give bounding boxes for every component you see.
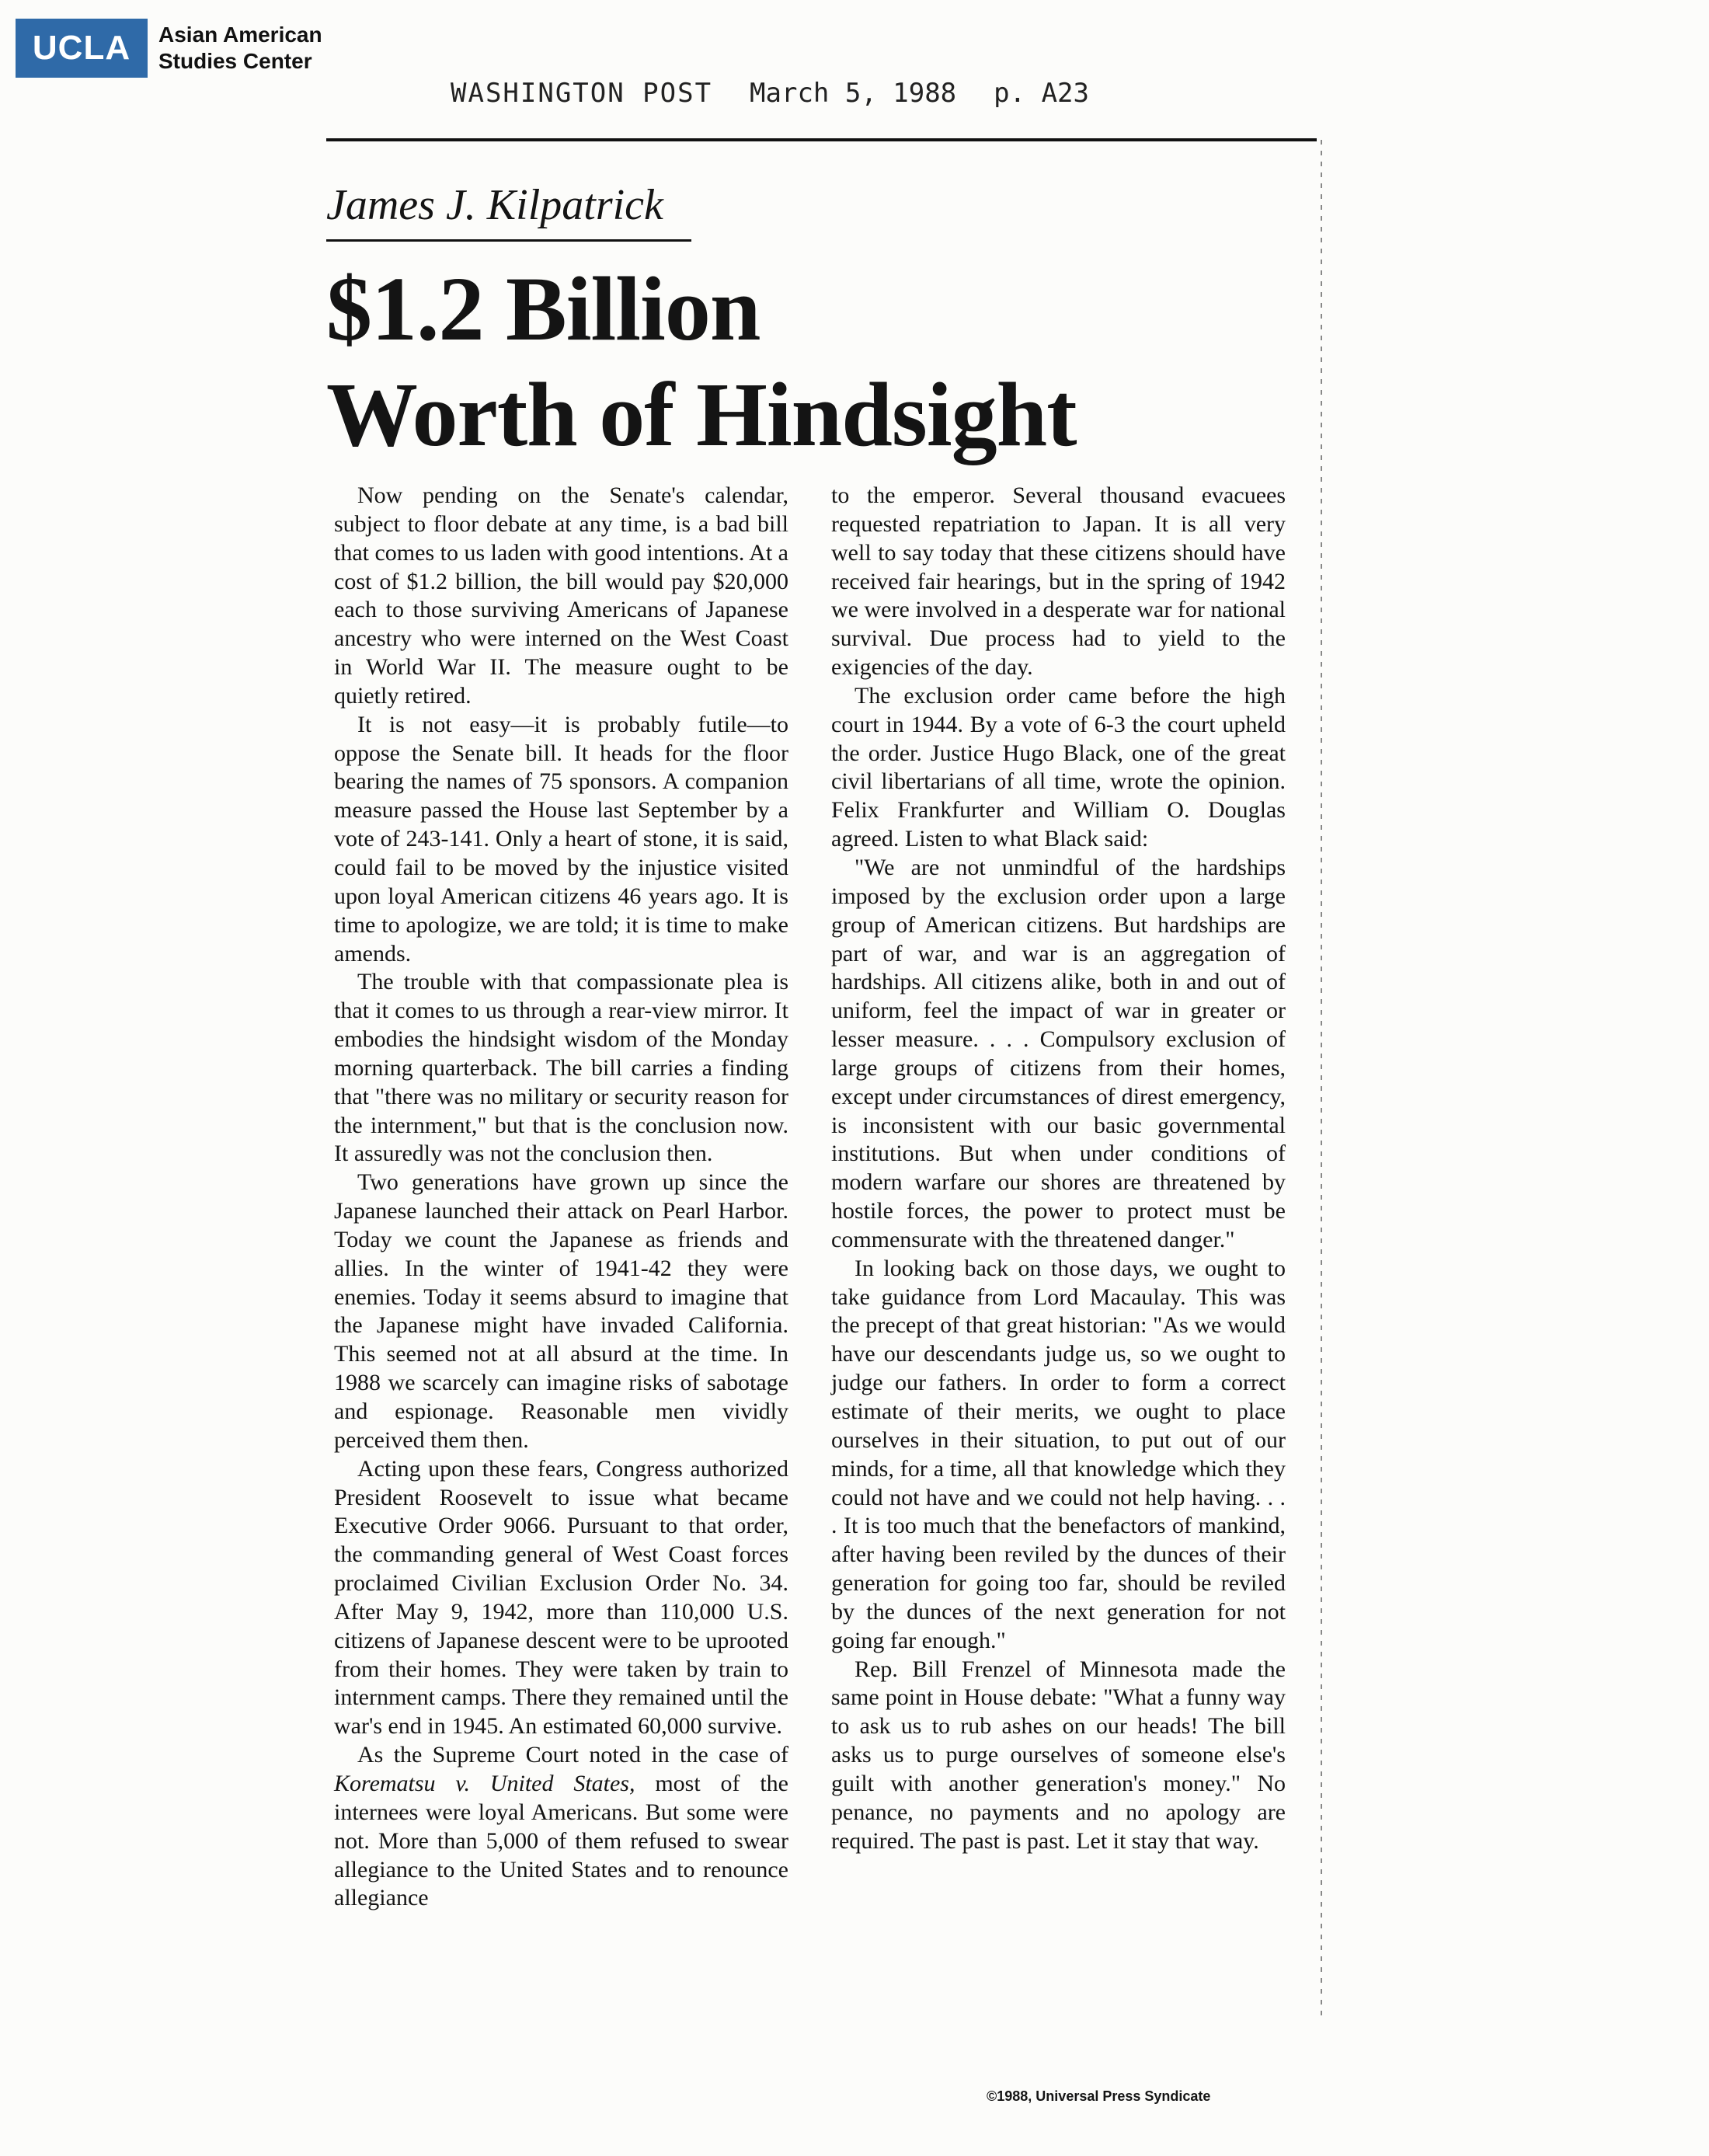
source-citation: [451, 78, 1089, 109]
article-paragraph: In looking back on those days, we ought to take guidance from Lord Macaulay. This was the precept of that great historian: "As we would have our descendants judge us, so we ought to judge our fathers. In order to form a correct estimate of their merits, we ought to place ourselves in their situation, to put out of our minds, for a time, all that knowledge which they could not have and we could not help having. . . . It is too much that the benefactors of mankind, after having been reviled by the dunces of their generation for going too far, should be reviled by the dunces of the next generation for not going far enough.": [831, 1255, 1286, 1653]
article-column-right: [831, 482, 1286, 1856]
source-date: March 5, 1988: [750, 78, 957, 109]
logo-caption-line2: Studies Center: [158, 49, 312, 73]
source-page: p. A23: [994, 78, 1089, 109]
ucla-logo-mark: UCLA: [16, 19, 148, 78]
article-paragraph: The trouble with that compassionate plea is that it comes to us through a rear-view mirror. It embodies the hindsight wisdom of the Monday morning quarterback. The bill carries a finding that "there was no military or security reason for the internment," but that is the conclusion now. It assuredly was not the conclusion then.: [334, 969, 788, 1167]
top-rule-divider: [326, 138, 1317, 141]
article-paragraph: It is not easy—it is probably futile—to oppose the Senate bill. It heads for the floor bearing the names of 75 sponsors. A companion measure passed the House last September by a vote of 243-141. Only a heart of stone, it is said, could fail to be moved by the injustice visited upon loyal American citizens 46 years ago. It is time to apologize, we are told; it is time to make amends.: [334, 711, 788, 967]
headline-line1: $1.2 Billion: [326, 258, 761, 360]
case-citation: Korematsu v. United States,: [334, 1770, 635, 1796]
article-paragraph-korematsu: [334, 1741, 788, 1913]
byline-author: James J. Kilpatrick: [326, 181, 663, 229]
logo-caption: [158, 22, 322, 75]
text-run: most of the internees were loyal Americans. But some were not. More than 5,000 of them refused to swear allegiance to the United States and to renounce allegiance: [334, 1770, 788, 1911]
article-column-left: [334, 482, 788, 1913]
text-run: As the Supreme Court noted in the case of: [357, 1742, 788, 1768]
article-paragraph: to the emperor. Several thousand evacuees requested repatriation to Japan. It is all very well to say today that these citizens should have received fair hearings, but in the spring of 1942 we were involved in a desperate war for national survival. Due process had to yield to the exigencies of the day.: [831, 482, 1286, 681]
headline: [326, 256, 1077, 468]
logo-caption-line1: Asian American: [158, 23, 322, 47]
headline-line2: Worth of Hindsight: [326, 364, 1077, 465]
article-paragraph: Now pending on the Senate's calendar, subject to floor debate at any time, is a bad bill that comes to us laden with good intentions. At a cost of $1.2 billion, the bill would pay $20,000 each to those surviving Americans of Japanese ancestry who were interned on the West Coast in World War II. The measure ought to be quietly retired.: [334, 482, 788, 709]
article-paragraph: Rep. Bill Frenzel of Minnesota made the same point in House debate: "What a funny way to ask us to rub ashes on our heads! The bill asks us to purge ourselves of someone else's guilt with another generation's money." No penance, no payments and no apology are required. The past is past. Let it stay that way.: [831, 1656, 1286, 1854]
article-quote-black: "We are not unmindful of the hardships imposed by the exclusion order upon a large group of American citizens. But hardships are part of war, and war is an aggregation of hardships. All citizens alike, both in and out of uniform, feel the impact of war in greater or lesser measure. . . . Compulsory exclusion of large groups of citizens from their homes, except under circumstances of direst emergency, is inconsistent with our basic governmental institutions. But when under conditions of modern warfare our shores are threatened by hostile forces, the power to protect must be commensurate with the threatened danger.": [831, 854, 1286, 1252]
copyright-notice: ©1988, Universal Press Syndicate: [987, 2088, 1211, 2104]
ucla-asian-american-studies-logo: [16, 19, 322, 78]
article-paragraph: Acting upon these fears, Congress authorized President Roosevelt to issue what became Executive Order 9066. Pursuant to that order, the commanding general of West Coast forces proclaimed Civilian Exclusion Order No. 34. After May 9, 1942, more than 110,000 U.S. citizens of Japanese descent were to be uprooted from their homes. They were taken by train to internment camps. There they remained until the war's end in 1945. An estimated 60,000 survive.: [334, 1455, 788, 1740]
source-publication: WASHINGTON POST: [451, 78, 713, 109]
article-paragraph: The exclusion order came before the high court in 1944. By a vote of 6-3 the court upheld the order. Justice Hugo Black, one of the great civil libertarians of all time, wrote the opinion. Felix Frankfurter and William O. Douglas agreed. Listen to what Black said:: [831, 682, 1286, 852]
byline-rule-divider: [326, 239, 691, 242]
article-paragraph: Two generations have grown up since the Japanese launched their attack on Pearl Harbor. Today we count the Japanese as friends and allies. In the winter of 1941-42 they were enemies. Today it seems absurd to imagine that the Japanese might have invaded California. This seemed not at all absurd at the time. In 1988 we scarcely can imagine risks of sabotage and espionage. Reasonable men vividly perceived them then.: [334, 1169, 788, 1453]
clipping-edge-divider: [1321, 140, 1322, 2020]
